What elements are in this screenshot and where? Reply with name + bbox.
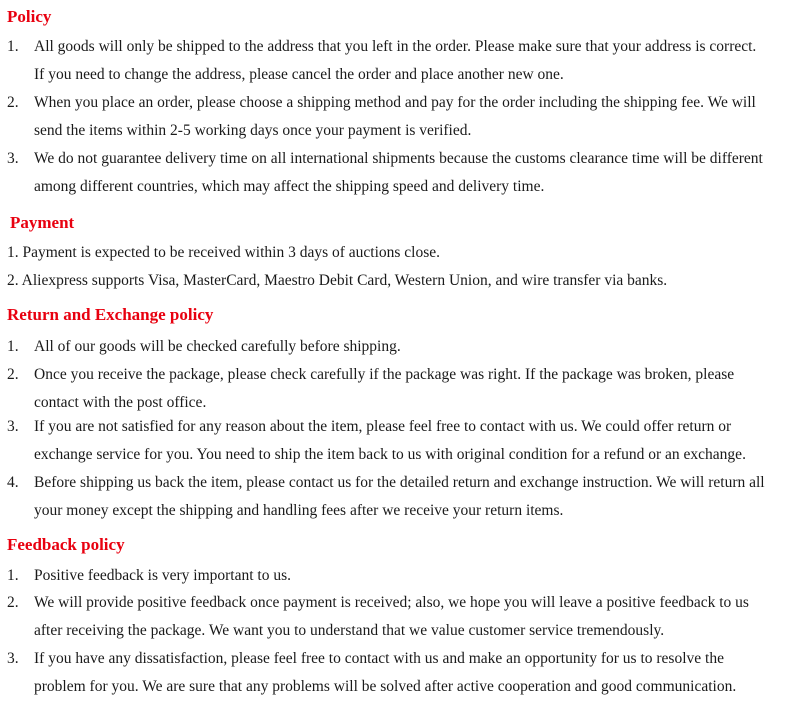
list-item-line: contact with the post office. xyxy=(34,394,207,411)
section-heading-feedback: Feedback policy xyxy=(7,535,125,554)
section-heading-payment: Payment xyxy=(10,213,75,232)
list-number: 3. xyxy=(7,650,19,667)
list-item-line: Once you receive the package, please check carefully if the package was right. If the package was broken, please xyxy=(34,366,735,383)
list-item-line: If you have any dissatisfaction, please feel free to contact with us and make an opportunity for us to resolve the xyxy=(34,650,724,667)
list-item-line: among different countries, which may affect the shipping speed and delivery time. xyxy=(34,178,545,195)
list-item-line: If you are not satisfied for any reason about the item, please feel free to contact with us. We could offer return or xyxy=(34,418,732,435)
list-number: 2. xyxy=(7,594,19,611)
list-number: 1. xyxy=(7,338,19,355)
list-item-line: If you need to change the address, please cancel the order and place another new one. xyxy=(34,66,564,83)
list-item-line: All goods will only be shipped to the address that you left in the order. Please make sure that your address is correct. xyxy=(34,38,757,55)
list-item-line: exchange service for you. You need to ship the item back to us with original condition for a refund or an exchange. xyxy=(34,446,746,463)
list-item-line: Before shipping us back the item, please contact us for the detailed return and exchange instruction. We will return all xyxy=(34,474,765,491)
list-number: 2. xyxy=(7,366,19,383)
list-number: 4. xyxy=(7,474,19,491)
list-number: 3. xyxy=(7,418,19,435)
list-item-line: When you place an order, please choose a shipping method and pay for the order including the shipping fee. We will xyxy=(34,94,756,111)
list-item-line: We do not guarantee delivery time on all international shipments because the customs clearance time will be different xyxy=(34,150,763,167)
list-number: 1. xyxy=(7,38,19,55)
list-item-line: Positive feedback is very important to us. xyxy=(34,567,291,584)
list-item-line: We will provide positive feedback once payment is received; also, we hope you will leave a positive feedback to us xyxy=(34,594,749,611)
list-item-line: after receiving the package. We want you to understand that we value customer service tremendously. xyxy=(34,622,665,639)
list-item-line: your money except the shipping and handling fees after we receive your return items. xyxy=(34,502,564,519)
list-item-line: 2. Aliexpress supports Visa, MasterCard, Maestro Debit Card, Western Union, and wire transfer via banks. xyxy=(7,272,668,289)
list-item-line: All of our goods will be checked carefully before shipping. xyxy=(34,338,401,355)
list-item-line: 1. Payment is expected to be received within 3 days of auctions close. xyxy=(7,244,441,261)
list-number: 1. xyxy=(7,567,19,584)
list-item-line: problem for you. We are sure that any problems will be solved after active cooperation and good communication. xyxy=(34,678,737,695)
section-heading-policy: Policy xyxy=(7,7,52,26)
list-item-line: send the items within 2-5 working days once your payment is verified. xyxy=(34,122,472,139)
list-number: 3. xyxy=(7,150,19,167)
section-heading-return-exchange: Return and Exchange policy xyxy=(7,305,214,324)
list-number: 2. xyxy=(7,94,19,111)
